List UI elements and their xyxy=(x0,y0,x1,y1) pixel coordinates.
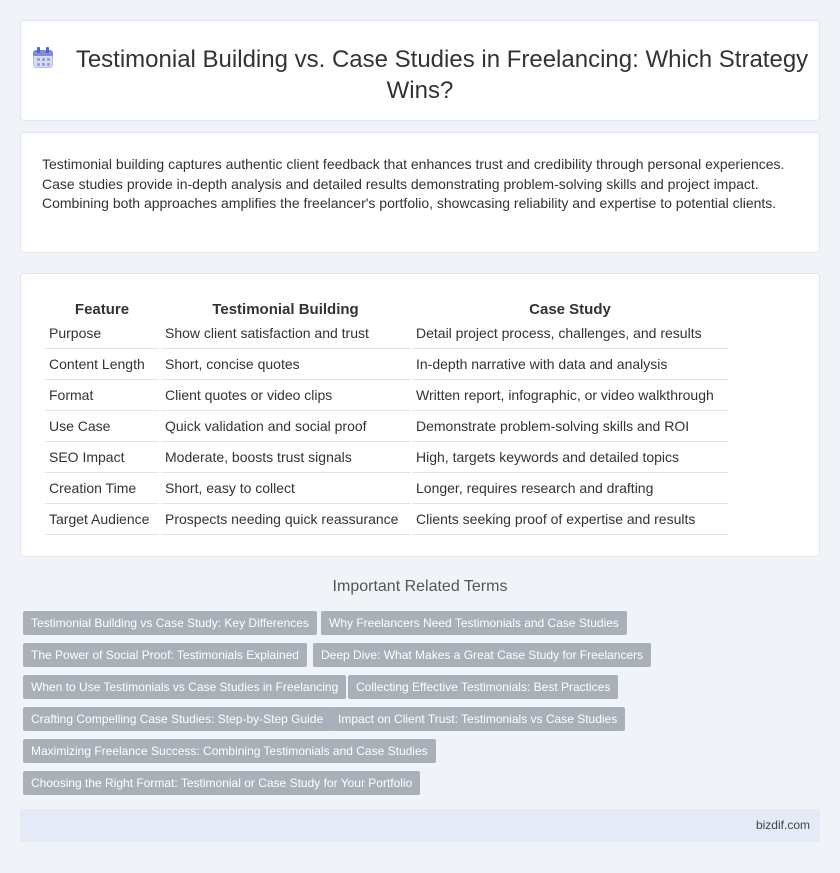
related-term-tag[interactable]: Impact on Client Trust: Testimonials vs Case Studies xyxy=(330,707,625,731)
table-cell: Show client satisfaction and trust xyxy=(161,318,410,349)
table-cell: Client quotes or video clips xyxy=(161,380,410,411)
table-cell: Longer, requires research and drafting xyxy=(412,473,728,504)
related-term-tag[interactable]: Collecting Effective Testimonials: Best Practices xyxy=(348,675,618,699)
related-term-tag[interactable]: Why Freelancers Need Testimonials and Case Studies xyxy=(321,611,627,635)
table-cell: High, targets keywords and detailed topics xyxy=(412,442,728,473)
table-cell: Detail project process, challenges, and results xyxy=(412,318,728,349)
table-cell: Prospects needing quick reassurance xyxy=(161,504,410,535)
related-term-tag[interactable]: When to Use Testimonials vs Case Studies in Freelancing xyxy=(23,675,346,699)
table-cell: Moderate, boosts trust signals xyxy=(161,442,410,473)
table-row xyxy=(45,318,728,349)
table-row xyxy=(45,349,728,380)
table-cell: Purpose xyxy=(45,318,159,349)
table-row xyxy=(45,380,728,411)
table-cell: Demonstrate problem-solving skills and ROI xyxy=(412,411,728,442)
table-cell: Use Case xyxy=(45,411,159,442)
table-row xyxy=(45,411,728,442)
table-cell: Content Length xyxy=(45,349,159,380)
table-cell: Short, concise quotes xyxy=(161,349,410,380)
column-header: Case Study xyxy=(529,301,611,318)
header-card xyxy=(20,20,820,121)
intro-text: Testimonial building captures authentic client feedback that enhances trust and credibility through personal experiences. Case studies provide in-depth analysis and detailed results demonstrating problem-solving skills and project impact. Combining both approaches amplifies the freelancer's portfolio, showcasing reliability and expertise to potential clients. xyxy=(42,156,785,211)
table-header-row xyxy=(45,296,728,318)
table-cell: Quick validation and social proof xyxy=(161,411,410,442)
table-cell: Clients seeking proof of expertise and results xyxy=(412,504,728,535)
table-cell: In-depth narrative with data and analysis xyxy=(412,349,728,380)
page-title-container xyxy=(21,44,819,106)
page-title: Testimonial Building vs. Case Studies in Freelancing: Which Strategy Wins? xyxy=(75,46,809,104)
table-cell: Target Audience xyxy=(45,504,159,535)
footer xyxy=(20,809,820,842)
table-cell: Format xyxy=(45,380,159,411)
table-cell: Written report, infographic, or video walkthrough xyxy=(412,380,728,411)
related-term-tag[interactable]: Crafting Compelling Case Studies: Step-by-Step Guide xyxy=(23,707,331,731)
related-term-tag[interactable]: The Power of Social Proof: Testimonials Explained xyxy=(23,643,307,667)
footer-site[interactable]: bizdif.com xyxy=(755,818,810,832)
table-cell: Creation Time xyxy=(45,473,159,504)
table-cell: SEO Impact xyxy=(45,442,159,473)
calendar-icon xyxy=(32,47,54,69)
related-term-tag[interactable]: Deep Dive: What Makes a Great Case Study for Freelancers xyxy=(313,643,651,667)
intro-card xyxy=(20,132,820,253)
related-term-tag[interactable]: Testimonial Building vs Case Study: Key Differences xyxy=(23,611,317,635)
column-header: Testimonial Building xyxy=(212,301,359,318)
related-term-tag[interactable]: Choosing the Right Format: Testimonial or Case Study for Your Portfolio xyxy=(23,771,420,795)
related-term-tag[interactable]: Maximizing Freelance Success: Combining Testimonials and Case Studies xyxy=(23,739,436,763)
table-row xyxy=(45,442,728,473)
related-terms-title: Important Related Terms xyxy=(332,578,508,595)
table-cell: Short, easy to collect xyxy=(161,473,410,504)
table-row xyxy=(45,473,728,504)
column-header: Feature xyxy=(74,301,130,318)
comparison-table xyxy=(43,296,730,535)
table-row xyxy=(45,504,728,535)
comparison-table-card xyxy=(20,273,820,557)
